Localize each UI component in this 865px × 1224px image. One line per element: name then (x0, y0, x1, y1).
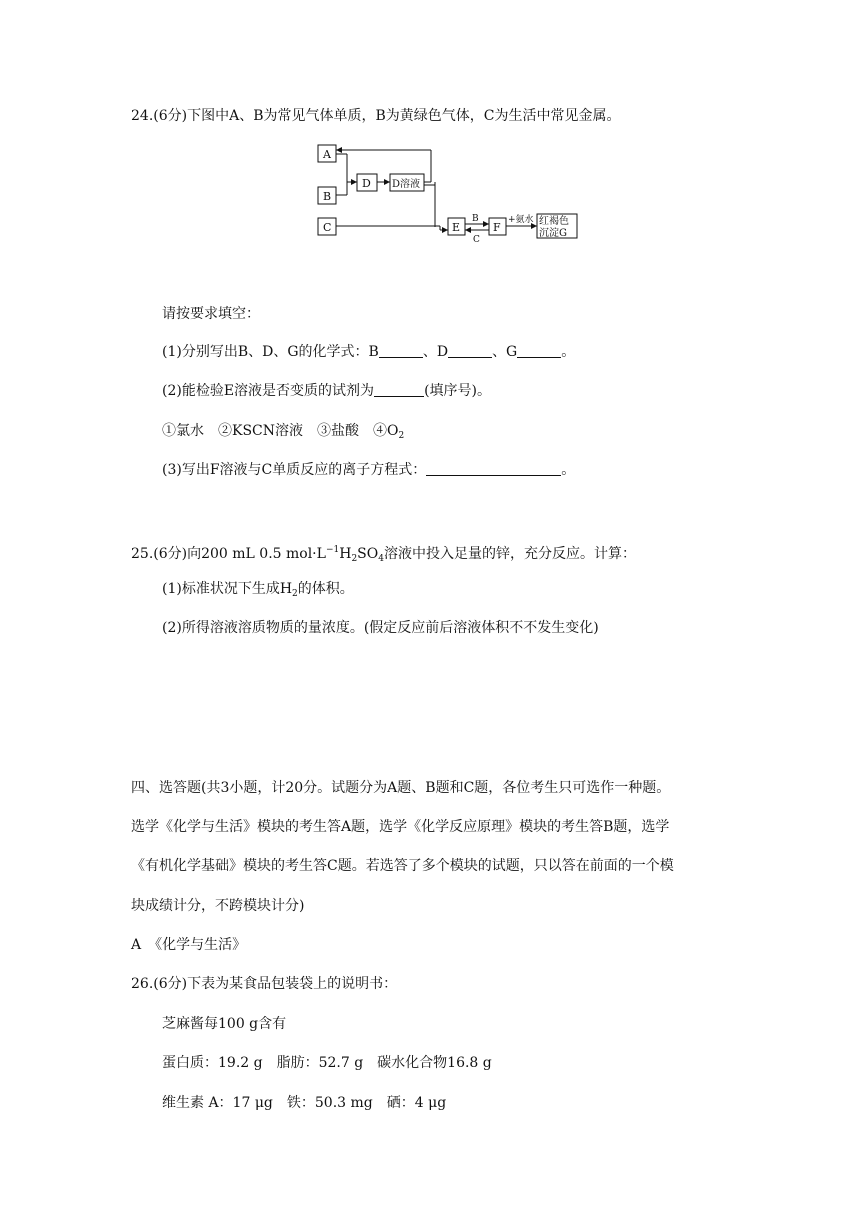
section4-line3: 《有机化学基础》模块的考生答C题。若选答了多个模块的试题，只以答在前面的一个模 (131, 858, 674, 874)
arrow-label-ammonia: +氨水 (508, 215, 534, 225)
label-b: B (323, 190, 332, 203)
q24-part1: (1)分别写出B、D、G的化学式：B 、D 、G 。 (162, 344, 576, 360)
section4-line2: 选学《化学与生活》模块的考生答A题，选学《化学反应原理》模块的考生答B题，选学 (131, 819, 670, 835)
answer-blank-b[interactable] (379, 343, 423, 358)
q24-part2: (2)能检验E溶液是否变质的试剂为 (填序号)。 (162, 383, 491, 399)
answer-blank-g[interactable] (517, 343, 561, 358)
arrow-label-c: C (473, 235, 480, 245)
label-f: F (493, 221, 501, 234)
q25-part2: (2)所得溶液溶质物质的量浓度。(假定反应前后溶液体积不不发生变化) (162, 620, 599, 636)
answer-blank-d[interactable] (448, 343, 492, 358)
section4-line1: 四、选答题(共3小题，计20分。试题分为A题、B题和C题，各位考生只可选作一种题。 (131, 780, 671, 796)
answer-blank-equation[interactable] (426, 461, 561, 476)
q26-stem: 26.(6分)下表为某食品包装袋上的说明书： (131, 976, 398, 992)
label-d-solution: D溶液 (392, 179, 421, 190)
q24-stem: 24.(6分)下图中A、B为常见气体单质，B为黄绿色气体，C为生活中常见金属。 (131, 108, 621, 124)
label-e: E (452, 221, 461, 234)
q24-instruction: 请按要求填空： (162, 306, 260, 322)
label-g-line1: 红褐色 (539, 216, 569, 227)
q24-part3: (3)写出F溶液与C单质反应的离子方程式： 。 (162, 462, 576, 478)
q26-label-line2: 蛋白质：19.2 g 脂肪：52.7 g 碳水化合物16.8 g (162, 1055, 492, 1071)
label-c: C (323, 221, 332, 234)
q24-options: ①氯水 ②KSCN溶液 ③盐酸 $④O_2$ (162, 423, 405, 441)
section4-line4: 块成绩计分，不跨模块计分) (131, 898, 305, 914)
label-a: A (323, 148, 331, 161)
answer-blank-reagent[interactable] (374, 382, 424, 397)
q25-part1: (1)标准状况下生成$H_2$的体积。 (162, 581, 354, 599)
q26-label-line3: 维生素 A：17 μg 铁：50.3 mg 硒：4 μg (162, 1095, 447, 1111)
module-a-heading: A 《化学与生活》 (131, 937, 247, 953)
reaction-flow-diagram (300, 138, 590, 250)
label-g-line2: 沉淀G (539, 228, 567, 239)
q26-label-line1: 芝麻酱每100 g含有 (162, 1016, 287, 1032)
label-d: D (362, 177, 371, 190)
q25-stem: 25.(6分)向200 mL 0.5 $mol\cdot L^{-1}H_2SO_4$溶液中投入足量的锌，充分反应。计算： (131, 545, 636, 564)
arrow-label-b: B (472, 214, 479, 224)
